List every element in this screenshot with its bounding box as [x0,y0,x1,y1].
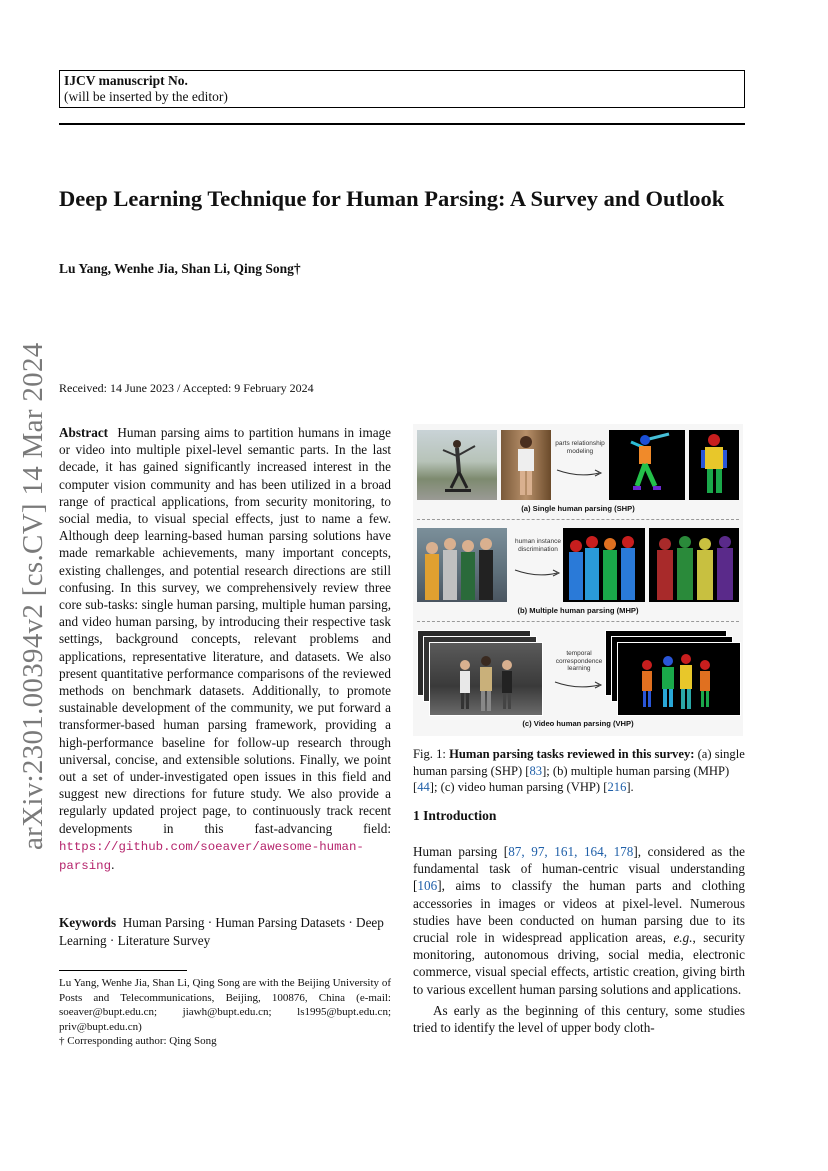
footnote [59,976,391,1049]
paper-title: Deep Learning Technique for Human Parsing: A Survey and Outlook [59,186,725,211]
skater-figure [417,430,497,500]
footnote-affiliation: Lu Yang, Wenhe Jia, Shan Li, Qing Song are with the Beijing University of Posts and Telecommunications, Beijing, 100876, China (e-mail: soeaver@bupt.edu.cn; jiawh@bupt.edu.cn; ls1995@bupt.edu.cn; priv@bupt.edu.cn) [59,977,391,1033]
arrow-a [555,468,603,478]
fig-caption-prefix: Fig. 1: [413,747,446,761]
received-dates: Received: 14 June 2023 / Accepted: 9 February 2024 [59,381,314,395]
figure-caption [413,746,745,796]
arxiv-identifier: arXiv:2301.00394v2 [cs.CV] 14 Mar 2024 [17,342,49,850]
keywords [59,914,391,949]
video-frame [429,642,543,716]
arrow-c [553,680,603,690]
intro-p1-tail: , security monitoring, autonomous driving, social media, electronic commerce, visual special effects, artistic creation, giving birth to various excellent human parsing solutions and applications. [413,930,746,997]
arrow-label-b: human instance discrimination [515,538,561,553]
abstract [59,424,391,875]
intro-paragraph-2: As early as the beginning of this century, some studies tried to identify the level of upper body cloth- [413,1002,745,1036]
ref-link-83[interactable]: 83 [529,763,543,778]
arrow-label-c: temporal correspondence learning [555,650,603,672]
arrow-b [513,568,561,578]
journal-name: IJCV manuscript No. [64,73,188,88]
video-parsing-figures [618,643,740,715]
ref-link-216[interactable]: 216 [607,780,627,794]
ref-link-106[interactable]: 106 [417,878,438,894]
abstract-text: Human parsing aims to partition humans in image or video into multiple pixel-level semantic parts. In the last decade, it has gained significantly increased interest in the computer vision community and has been utilized in a broad range of practical applications, from security monitoring, to social media, to visual special effects, just to name a few. Although deep learning-based human parsing solutions have made remarkable achievements, many important concepts, existing challenges, and potential research directions are still confusing. In this survey, we comprehensively review three core sub-tasks: single human parsing, multiple human parsing, and video human parsing, by introducing their respective task settings, background concepts, relevant problems and applications, representative literature, and datasets. We also present quantitative performance comparisons of the reviewed methods on benchmark datasets. Additionally, to promote sustainable development of the community, we put forward a transformer-based human parsing framework, providing a high-performance baseline for follow-up research through universal, concise, and extensible solutions. Finally, we point out a set of under-investigated open issues in this field and suggest new directions for future study. We also provide a regularly updated project page, to continuously track recent developments in this fast-advancing field: [59,425,392,836]
paper-authors: Lu Yang, Wenhe Jia, Shan Li, Qing Song† [59,261,301,276]
figure-1 [413,424,743,736]
intro-p1-mid: ], considered as the fundamental task of human-centric visual understanding [ [413,844,745,894]
group-instance-map [649,528,739,602]
group-instance-figures [649,528,739,602]
section-heading: 1 Introduction [413,808,497,823]
abstract-end: . [111,857,115,873]
journal-header-box [59,70,745,108]
skater-parsing-figure [609,430,685,500]
video-parsing-map [617,642,741,716]
abstract-label: Abstract [59,425,109,440]
introduction-body [413,843,745,1036]
arrow-label-a: parts relationship modeling [555,440,605,455]
model-figure [501,430,551,500]
skater-parsing-map [609,430,685,500]
panel-b-caption: (b) Multiple human parsing (MHP) [517,606,639,615]
panel-a-caption: (a) Single human parsing (SHP) [521,504,635,513]
fig-caption-t1: (a) single human parsing (SHP) [ [413,747,745,778]
keywords-label: Keywords [59,915,117,930]
intro-paragraph-1 [413,843,745,998]
footnote-corresponding: † Corresponding author: Qing Song [59,1035,217,1047]
panel-divider-1 [417,519,739,520]
keywords-text: Human Parsing · Human Parsing Datasets · Deep Learning · Literature Survey [59,915,384,948]
model-photo [501,430,551,500]
group-photo [417,528,507,602]
group-part-figures [563,528,645,602]
fig-caption-t3: ]; (c) video human parsing (VHP) [ [429,780,608,794]
fig-caption-bold: Human parsing tasks reviewed in this survey: [449,747,695,761]
model-parsing-figure [689,430,739,500]
intro-p1-end: ], aims to classify the human parts and clothing accessories in images or videos at pixel-level. Numerous studies have been conducted on human parsing due to its crucial role in widespread application areas, [413,878,745,946]
footnote-rule [59,970,187,971]
intro-p1-start: Human parsing [ [413,844,509,859]
header-rule [59,123,745,125]
editor-note: (will be inserted by the editor) [64,89,228,104]
project-url-link[interactable]: https://github.com/soeaver/awesome-human-parsing [59,839,364,874]
panel-c-caption: (c) Video human parsing (VHP) [522,719,634,728]
fig-caption-t2: ]; (b) multiple human parsing (MHP) [ [413,763,730,794]
intro-eg: e.g. [673,930,693,946]
skater-photo [417,430,497,500]
panel-divider-2 [417,621,739,622]
group-part-parsing-map [563,528,645,602]
ref-links-group[interactable]: 87, 97, 161, 164, 178 [508,844,634,859]
dancers-figures [430,643,542,715]
ref-link-44[interactable]: 44 [417,780,430,794]
model-parsing-map [689,430,739,500]
group-figures [417,528,507,602]
fig-caption-t4: ]. [626,780,634,794]
